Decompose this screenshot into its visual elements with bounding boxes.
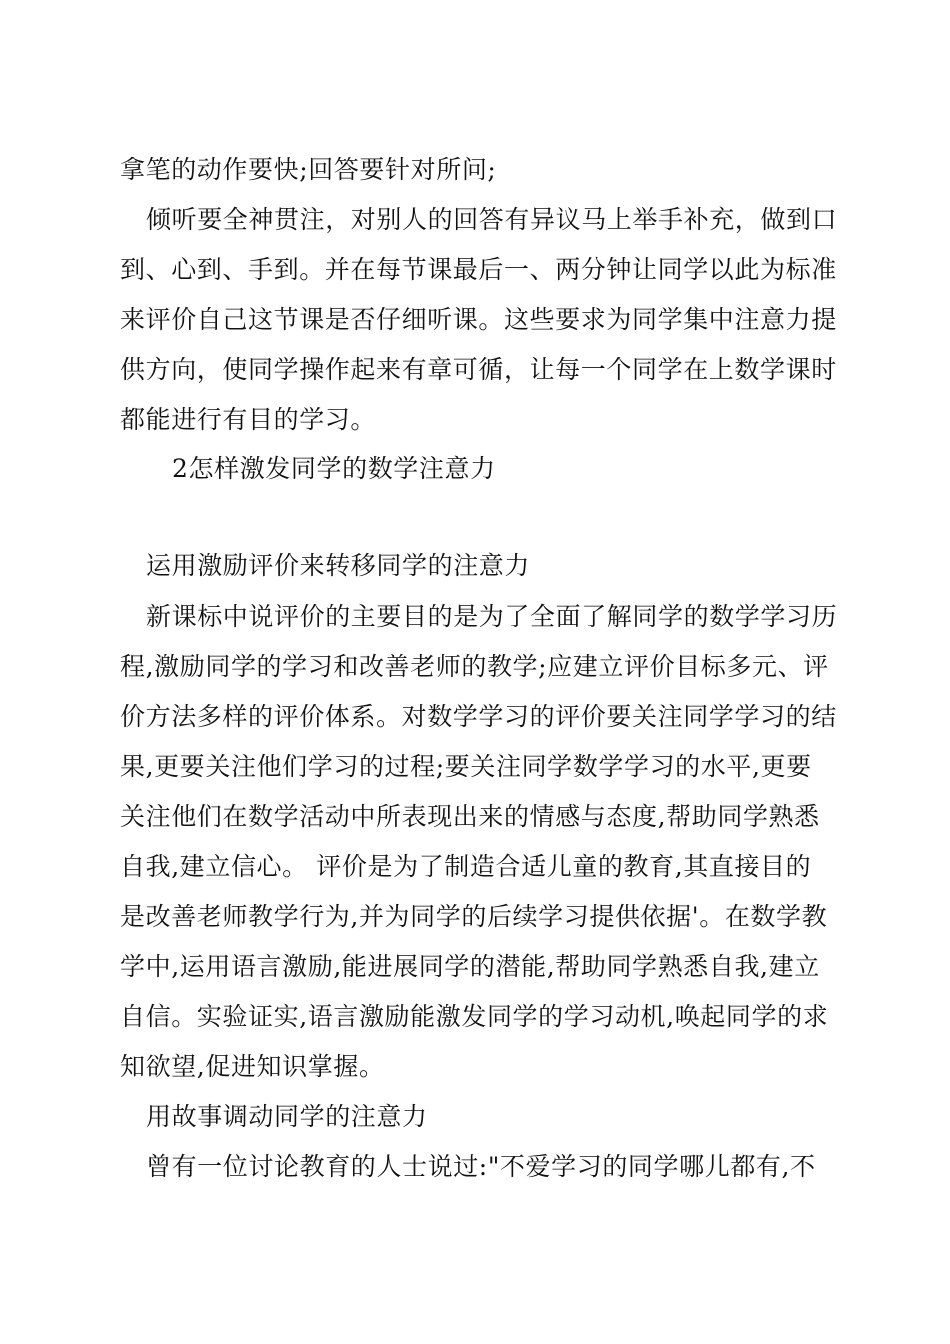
text-line: 到、心到、手到。并在每节课最后一、两分钟让同学以此为标准 [120, 255, 837, 284]
text-line: 价方法多样的评价体系。对数学学习的评价要关注同学学习的结 [120, 702, 837, 731]
section-heading: 2怎样激发同学的数学注意力 [172, 454, 496, 483]
text-line: 自我,建立信心。 评价是为了制造合适儿童的教育,其直接目的 [120, 852, 812, 881]
text-line: 程,激励同学的学习和改善老师的教学;应建立评价目标多元、评 [120, 652, 829, 681]
text-line: 果,更要关注他们学习的过程;要关注同学数学学习的水平,更要 [120, 752, 812, 781]
text-line: 学中,运用语言激励,能进展同学的潜能,帮助同学熟悉自我,建立 [120, 952, 820, 981]
subsection-heading: 用故事调动同学的注意力 [146, 1102, 428, 1131]
text-line: 拿笔的动作要快;回答要针对所问; [120, 155, 497, 184]
paragraph-start-line: 新课标中说评价的主要目的是为了全面了解同学的数学学习历 [146, 602, 838, 631]
text-line: 关注他们在数学活动中所表现出来的情感与态度,帮助同学熟悉 [120, 802, 820, 831]
text-line: 是改善老师教学行为,并为同学的后续学习提供依据'。在数学教 [120, 902, 828, 931]
text-line: 供方向，使同学操作起来有章可循，让每一个同学在上数学课时 [120, 355, 837, 384]
text-line: 自信。实验证实,语言激励能激发同学的学习动机,唤起同学的求 [120, 1002, 829, 1031]
paragraph-start-line: 曾有一位讨论教育的人士说过:"不爱学习的同学哪儿都有,不 [146, 1152, 816, 1181]
text-line: 来评价自己这节课是否仔细听课。这些要求为同学集中注意力提 [120, 305, 837, 334]
text-line: 都能进行有目的学习。 [120, 405, 377, 434]
paragraph-start-line: 倾听要全神贯注，对别人的回答有异议马上举手补充，做到口 [146, 205, 838, 234]
subsection-heading: 运用激励评价来转移同学的注意力 [146, 551, 531, 580]
text-line: 知欲望,促进知识掌握。 [120, 1052, 385, 1081]
